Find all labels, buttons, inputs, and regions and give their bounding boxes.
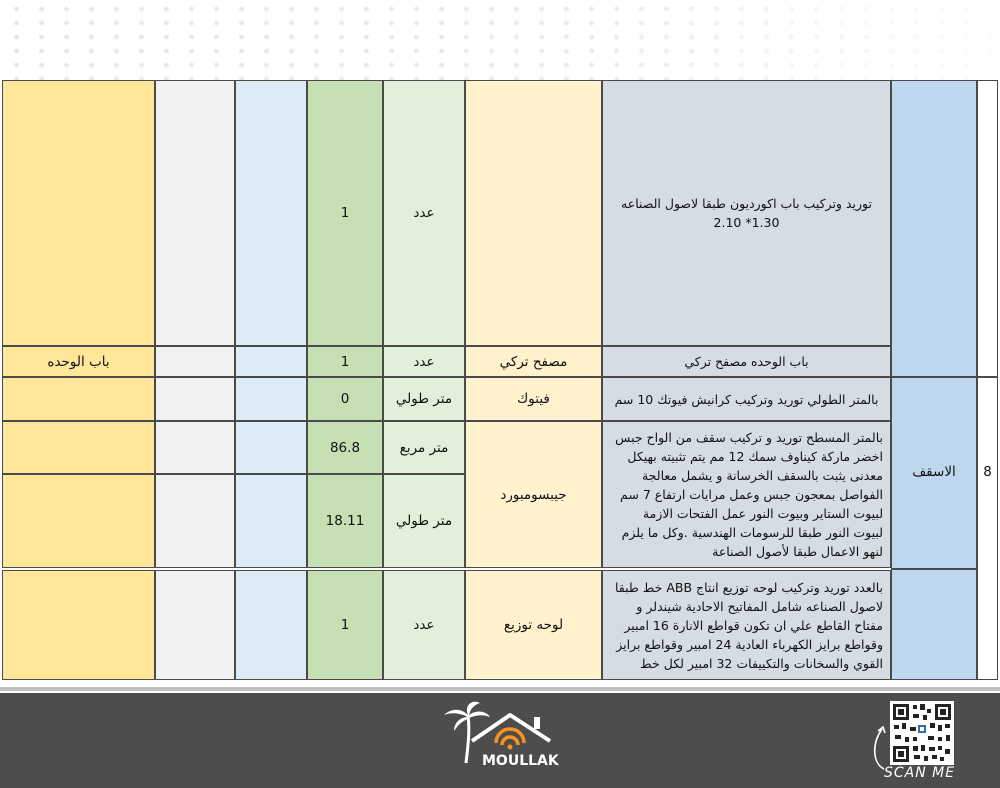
item-description: بالمتر المسطح توريد و تركيب سقف من الواح جبس اخضر ماركة كيناوف سمك 12 مم يتم تثبيته بهيكل معدنى يثبت بالسقف الخرسانة و يشمل معالجة الفواصل بمعجون جبس وعمل مرايات ارتفاع 7 سم لبيوت الستاير وبيوت النور عمل الفتحات الازمة لبيوت النور طبقا للرسومات الهندسية .وكل ما يلزم لنهو الاعمال طبقا لأصول الصناعة xyxy=(615,430,883,559)
qr-code[interactable] xyxy=(890,701,954,765)
item-name xyxy=(2,80,155,346)
footer-divider xyxy=(0,687,1000,691)
quantity-value: 0 xyxy=(340,391,350,407)
row-4-col-2 xyxy=(235,570,307,680)
brand-label xyxy=(465,80,602,346)
item-description: بالعدد توريد وتركيب لوحه توزيع انتاج ABB خط طبقا لاصول الصناعه شامل المفاتيح الاحادية شيندلر و مفتاح القاطع علي ان تكون قواطع الانارة 16 امبير وقواطع برايز الكهرباء العادية 24 امبير وقواطع برايز القوي والسخانات والتكييفات 32 امبير لكل خط xyxy=(614,579,883,671)
row-1-col-1 xyxy=(155,346,235,377)
row-3a-col-2 xyxy=(235,421,307,474)
quantity-value: 86.8 xyxy=(329,439,361,456)
row-3a-col-1 xyxy=(155,421,235,474)
brand-label: فيتوك xyxy=(517,391,550,407)
footer-bar xyxy=(0,693,1000,788)
svg-text:MOULLAK: MOULLAK xyxy=(482,753,559,769)
unit-label: عدد xyxy=(413,353,435,370)
unit-label-2: متر طولي xyxy=(395,513,453,529)
brand-label: لوحه توزيع xyxy=(503,617,564,633)
dot-pattern-background xyxy=(0,0,1000,80)
row-4-col-1 xyxy=(155,570,235,680)
row-1-col-2 xyxy=(235,346,307,377)
section-cell-top xyxy=(891,80,977,377)
row-2-col-1 xyxy=(155,377,235,421)
section-number-label: 8 xyxy=(983,464,992,480)
row-3b-col-0 xyxy=(2,474,155,568)
moullak-logo-icon xyxy=(438,701,568,771)
row-3a-col-0 xyxy=(2,421,155,474)
item-name xyxy=(2,570,155,680)
quantity-value: 1 xyxy=(340,205,350,221)
unit-label: عدد xyxy=(413,205,435,221)
item-name: باب الوحده xyxy=(47,353,110,370)
row-separator xyxy=(891,568,977,570)
unit-label: عدد xyxy=(413,617,435,633)
scan-me-label: SCAN ME xyxy=(884,765,956,781)
row-3b-col-2 xyxy=(235,474,307,568)
quantity-value: 1 xyxy=(340,617,350,633)
row-0-col-2 xyxy=(235,80,307,346)
item-description: توريد وتركيب باب اكورديون طبقا لاصول الصناعه 1.30* 2.10 xyxy=(621,196,872,230)
unit-label: متر مربع xyxy=(399,439,449,456)
qr-code-icon xyxy=(890,701,954,765)
unit-label: متر طولي xyxy=(395,391,453,407)
section-name-label: الاسقف xyxy=(912,464,956,480)
row-2-col-2 xyxy=(235,377,307,421)
row-3b-col-1 xyxy=(155,474,235,568)
row-0-col-1 xyxy=(155,80,235,346)
brand-label: جيبسومبورد xyxy=(500,486,567,503)
item-description: بالمتر الطولي توريد وتركيب كرانيش فيوتك 10 سم xyxy=(614,391,879,407)
item-description: باب الوحده مصفح تركي xyxy=(684,354,809,369)
quantity-value: 1 xyxy=(340,353,350,370)
brand-label: مصفح تركي xyxy=(499,353,568,370)
quantity-value-2: 18.11 xyxy=(325,513,365,529)
item-name xyxy=(2,377,155,421)
section-number-cell-top xyxy=(977,80,998,377)
